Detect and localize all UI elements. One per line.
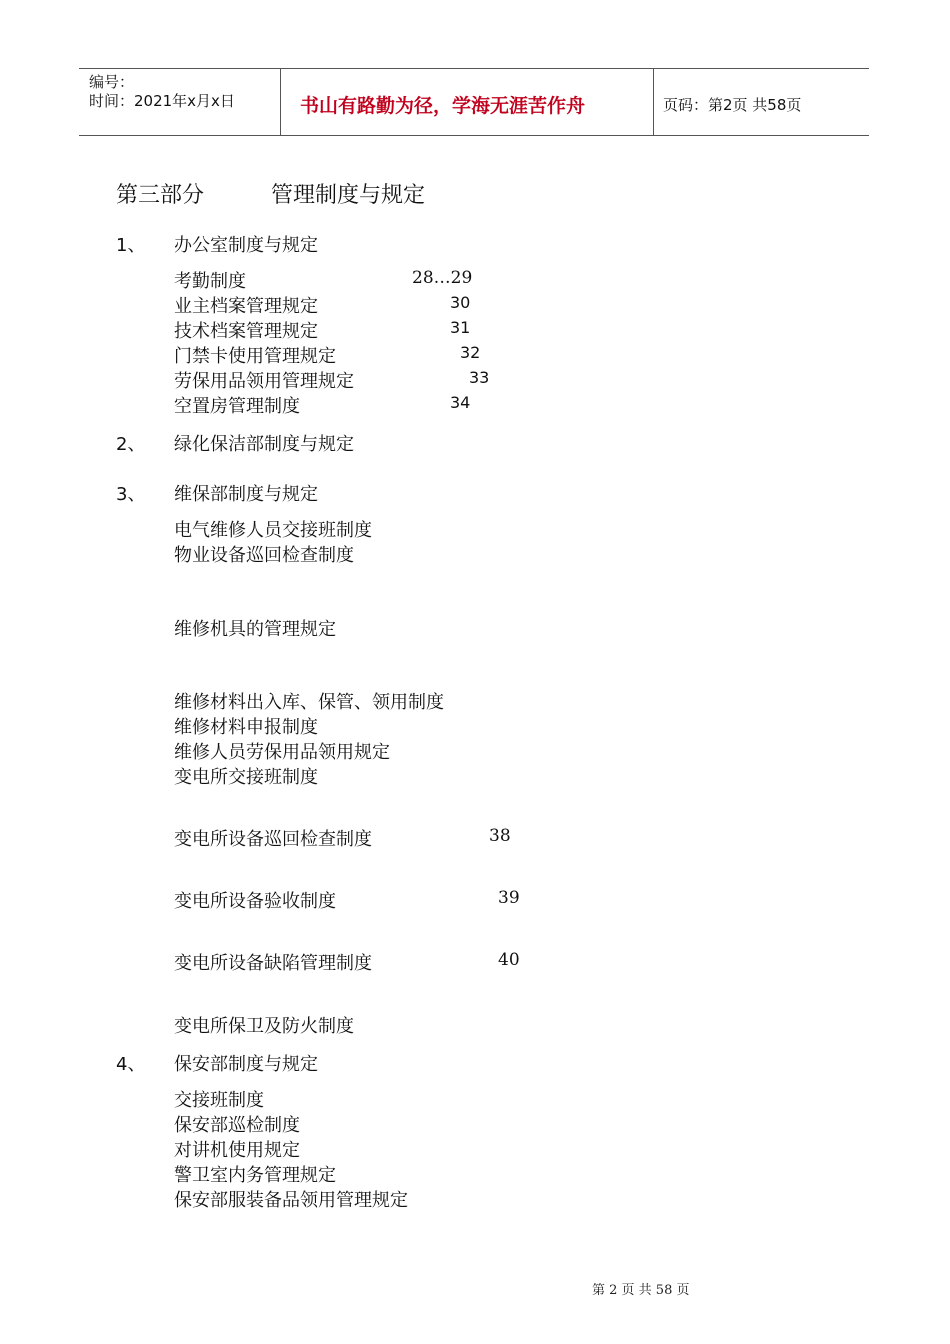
toc-item-label: 警卫室内务管理规定 <box>174 1165 336 1186</box>
toc-item-page: 30 <box>450 293 471 312</box>
toc-item-page: 33 <box>469 368 490 387</box>
toc-item-label: 保安部巡检制度 <box>174 1115 300 1136</box>
header-divider-right <box>653 68 654 136</box>
toc-item-page: 31 <box>450 318 471 337</box>
part-title: 管理制度与规定 <box>271 183 426 208</box>
header-top-rule <box>79 68 869 69</box>
toc-item-label: 维修材料申报制度 <box>174 717 318 738</box>
toc-item-page: 39 <box>498 888 520 908</box>
toc-item-label: 变电所设备缺陷管理制度 <box>174 953 372 974</box>
toc-item-label: 交接班制度 <box>174 1090 264 1111</box>
section-heading: 绿化保洁部制度与规定 <box>174 434 354 455</box>
toc-item-label: 维修机具的管理规定 <box>174 619 336 640</box>
toc-item-page: 28…29 <box>412 268 473 288</box>
section-heading: 办公室制度与规定 <box>174 235 318 256</box>
section-heading: 维保部制度与规定 <box>174 484 318 505</box>
toc-item-page: 34 <box>450 393 471 412</box>
header-date: 时间：2021年x月x日 <box>89 92 235 110</box>
header-motto: 书山有路勤为径，学海无涯苦作舟 <box>300 95 586 117</box>
toc-item-label: 变电所保卫及防火制度 <box>174 1016 354 1037</box>
header-number-label: 编号： <box>89 73 135 91</box>
section-number: 1、 <box>116 235 146 256</box>
toc-item-label: 对讲机使用规定 <box>174 1140 300 1161</box>
section-heading: 保安部制度与规定 <box>174 1054 318 1075</box>
toc-item-label: 门禁卡使用管理规定 <box>174 346 336 367</box>
header-page-info: 页码：第2页 共58页 <box>663 96 802 114</box>
part-label: 第三部分 <box>116 183 205 208</box>
section-number: 4、 <box>116 1054 146 1075</box>
section-number: 2、 <box>116 434 146 455</box>
toc-item-label: 技术档案管理规定 <box>174 321 318 342</box>
toc-item-label: 变电所设备巡回检查制度 <box>174 829 372 850</box>
header-divider-left <box>280 68 281 136</box>
section-number: 3、 <box>116 484 146 505</box>
toc-item-label: 变电所设备验收制度 <box>174 891 336 912</box>
toc-item-label: 保安部服装备品领用管理规定 <box>174 1190 408 1211</box>
toc-item-label: 考勤制度 <box>174 271 246 292</box>
toc-item-page: 38 <box>489 826 511 846</box>
toc-item-label: 维修人员劳保用品领用规定 <box>174 742 390 763</box>
toc-item-label: 变电所交接班制度 <box>174 767 318 788</box>
toc-item-label: 维修材料出入库、保管、领用制度 <box>174 692 444 713</box>
toc-item-label: 业主档案管理规定 <box>174 296 318 317</box>
header-bottom-rule <box>79 135 869 136</box>
toc-item-label: 电气维修人员交接班制度 <box>174 520 372 541</box>
toc-item-label: 劳保用品领用管理规定 <box>174 371 354 392</box>
page-footer: 第 2 页 共 58 页 <box>592 1283 690 1298</box>
toc-item-page: 40 <box>498 950 520 970</box>
toc-item-label: 物业设备巡回检查制度 <box>174 545 354 566</box>
toc-item-page: 32 <box>460 343 481 362</box>
toc-item-label: 空置房管理制度 <box>174 396 300 417</box>
